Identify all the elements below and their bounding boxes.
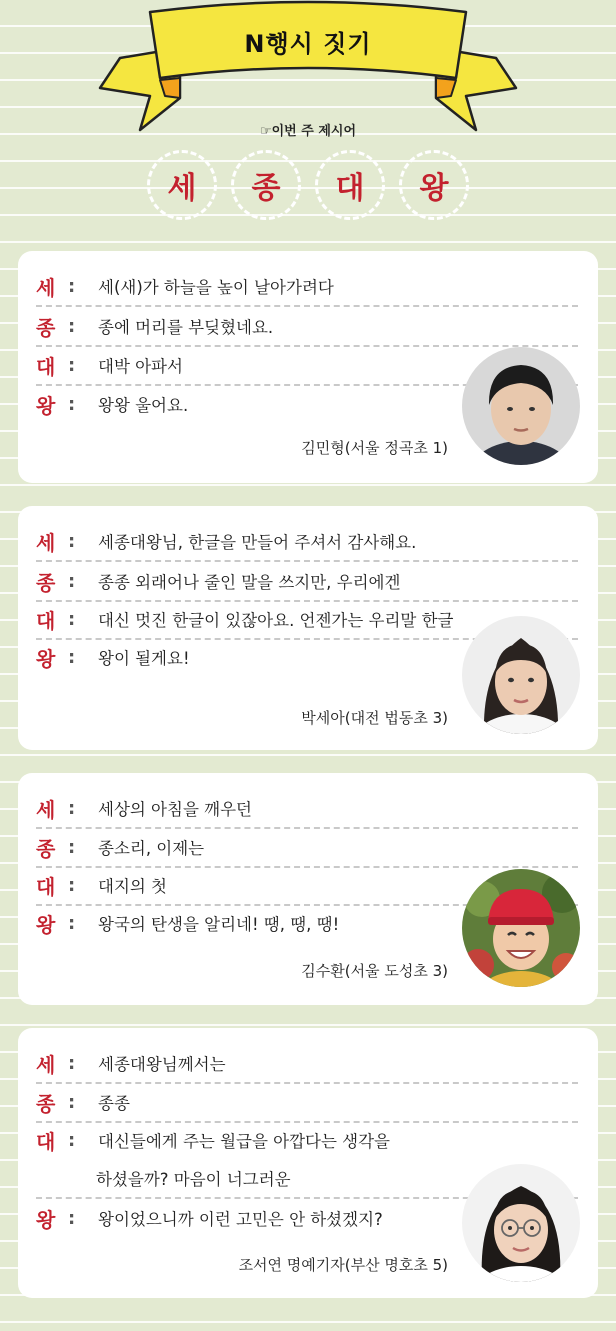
poem-line (36, 307, 578, 347)
poem-text: 종종 (98, 1094, 130, 1113)
author-credit: 조서연 명예기자(부산 명호초 5) (238, 1256, 448, 1274)
colon: : (68, 912, 76, 934)
colon: : (68, 797, 76, 819)
poem-text: 세상의 아침을 깨우던 (98, 800, 252, 819)
author-photo (462, 1164, 580, 1282)
page-title: N행시 짓기 (244, 30, 372, 58)
keyword-circle: 왕 (399, 150, 469, 220)
colon: : (68, 570, 76, 592)
poem-text: 대지의 첫 (98, 877, 168, 896)
acrostic-syllable: 왕 (36, 646, 56, 671)
poem-text: 대신 멋진 한글이 있잖아요. 언젠가는 우리말 한글 (98, 611, 454, 630)
poem-text: 왕이 될게요! (98, 649, 190, 668)
acrostic-syllable: 왕 (36, 393, 56, 418)
author-credit: 박세아(대전 법동초 3) (301, 709, 448, 727)
poem-line (36, 562, 578, 602)
poem-text: 왕왕 울어요. (98, 396, 189, 415)
poem-card-4 (18, 1028, 598, 1298)
poem-card-3 (18, 773, 598, 1005)
acrostic-syllable: 세 (36, 797, 56, 822)
poem-text: 왕국의 탄생을 알리네! 땡, 땡, 땡! (98, 915, 340, 934)
poem-card-2 (18, 506, 598, 750)
acrostic-syllable: 대 (36, 1129, 56, 1154)
poem-line (36, 522, 578, 562)
poem-text: 대박 아파서 (98, 357, 183, 376)
colon: : (68, 354, 76, 376)
keyword-circle: 세 (147, 150, 217, 220)
poem-line (36, 267, 578, 307)
keyword-circle: 대 (315, 150, 385, 220)
keyword-circles (0, 150, 616, 226)
acrostic-syllable: 왕 (36, 912, 56, 937)
acrostic-syllable: 종 (36, 836, 56, 861)
poem-text: 종소리, 이제는 (98, 839, 205, 858)
colon: : (68, 1207, 76, 1229)
colon: : (68, 275, 76, 297)
colon: : (68, 1091, 76, 1113)
author-photo (462, 347, 580, 465)
colon: : (68, 1052, 76, 1074)
colon: : (68, 315, 76, 337)
acrostic-syllable: 종 (36, 1091, 56, 1116)
poem-text: 세종대왕님, 한글을 만들어 주셔서 감사해요. (98, 533, 417, 552)
poem-text: 종에 머리를 부딪혔네요. (98, 318, 274, 337)
colon: : (68, 836, 76, 858)
acrostic-syllable: 세 (36, 530, 56, 555)
colon: : (68, 1129, 76, 1151)
colon: : (68, 874, 76, 896)
acrostic-syllable: 종 (36, 570, 56, 595)
poem-text: 세(새)가 하늘을 높이 날아가려다 (98, 278, 334, 297)
poem-text: 왕이었으니까 이런 고민은 안 하셨겠지? (98, 1210, 383, 1229)
acrostic-syllable: 세 (36, 1052, 56, 1077)
author-photo (462, 869, 580, 987)
poem-text: 세종대왕님께서는 (98, 1055, 226, 1074)
acrostic-syllable: 종 (36, 315, 56, 340)
colon: : (68, 608, 76, 630)
colon: : (68, 530, 76, 552)
poem-line (36, 789, 578, 829)
author-credit: 김수환(서울 도성초 3) (301, 962, 448, 980)
acrostic-syllable: 세 (36, 275, 56, 300)
author-credit: 김민형(서울 정곡초 1) (301, 439, 448, 457)
colon: : (68, 646, 76, 668)
poem-line (36, 1083, 578, 1123)
acrostic-syllable: 대 (36, 354, 56, 379)
poem-line (36, 828, 578, 868)
poem-line (36, 1121, 578, 1159)
poem-text: 종종 외래어나 줄인 말을 쓰지만, 우리에겐 (98, 573, 401, 592)
acrostic-syllable: 왕 (36, 1207, 56, 1232)
poem-text: 하셨을까? 마음이 너그러운 (96, 1170, 291, 1189)
colon: : (68, 393, 76, 415)
subtitle-this-week-word: ☞이번 주 제시어 (259, 124, 357, 139)
poem-card-1 (18, 251, 598, 483)
poem-text: 대신들에게 주는 월급을 아깝다는 생각을 (98, 1132, 390, 1151)
poem-line (36, 1044, 578, 1084)
keyword-circle: 종 (231, 150, 301, 220)
acrostic-syllable: 대 (36, 608, 56, 633)
author-photo (462, 616, 580, 734)
acrostic-syllable: 대 (36, 874, 56, 899)
